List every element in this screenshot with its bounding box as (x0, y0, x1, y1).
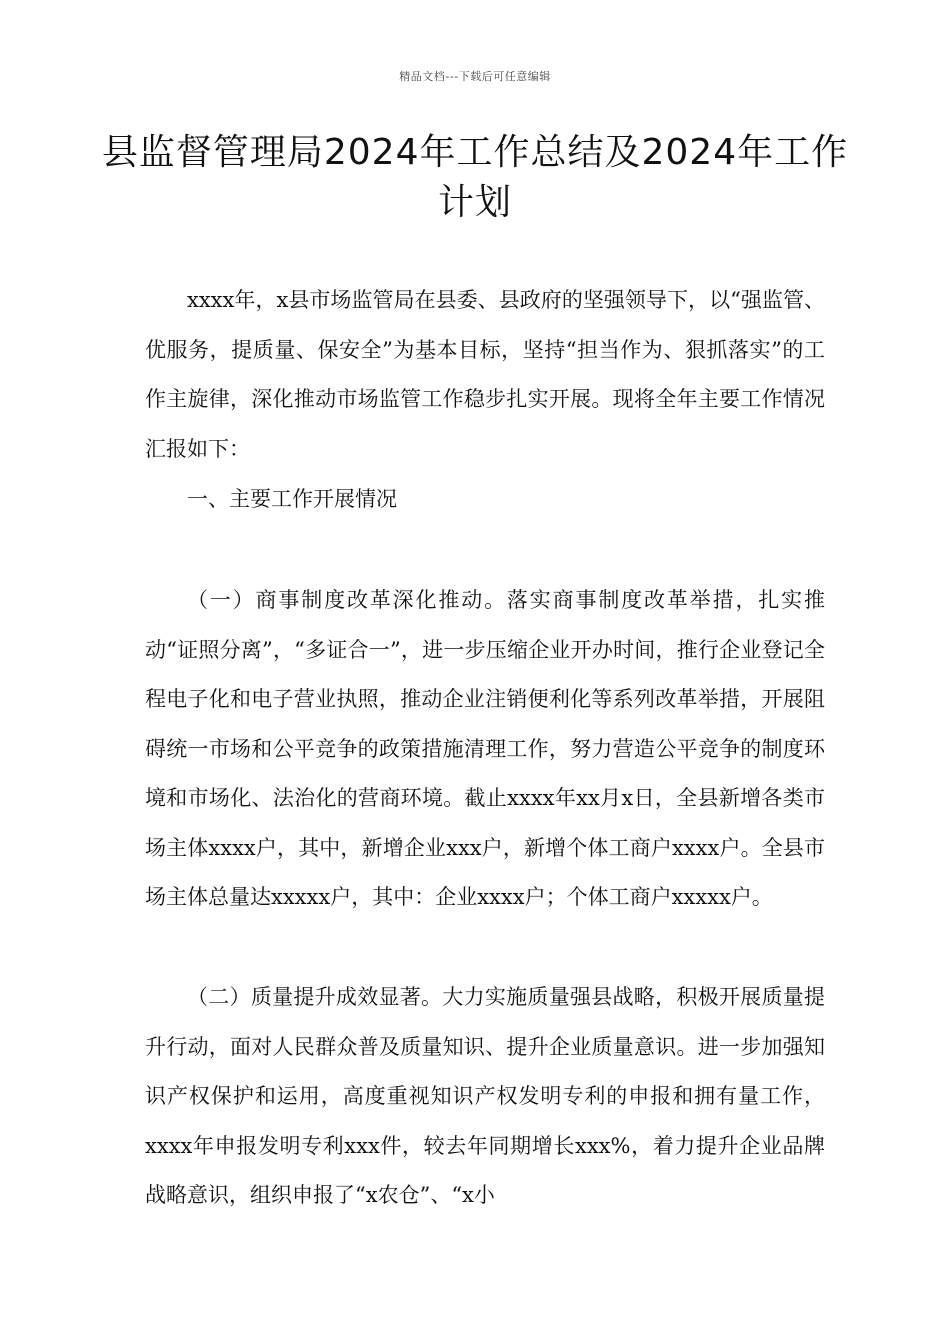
item1-paragraph: （一）商事制度改革深化推动。落实商事制度改革举措，扎实推动“证照分离”，“多证合一”，进一步压缩企业开办时间，推行企业登记全程电子化和电子营业执照，推动企业注销便利化等系列改革举措，开展阻碍统一市场和公平竞争的政策措施清理工作，努力营造公平竞争的制度环境和市场化、法治化的营商环境。截止xxxx年xx月x日，全县新增各类市场主体xxxx户，其中，新增企业xxx户，新增个体工商户xxxx户。全县市场主体总量达xxxxx户，其中：企业xxxx户；个体工商户xxxxx户。 (145, 588, 825, 909)
document-title: 县监督管理局2024年工作总结及2024年工作计划 (101, 132, 849, 223)
intro-paragraph: xxxx年，x县市场监管局在县委、县政府的坚强领导下，以“强监管、优服务，提质量、保安全”为基本目标，坚持“担当作为、狠抓落实”的工作主旋律，深化推动市场监管工作稳步扎实开展。现将全年主要工作情况汇报如下： (145, 288, 825, 461)
item2-paragraph: （二）质量提升成效显著。大力实施质量强县战略，积极开展质量提升行动，面对人民群众普及质量知识、提升企业质量意识。进一步加强知识产权保护和运用，高度重视知识产权发明专利的申报和拥有量工作， xxxx年申报发明专利xxx件，较去年同期增长xxx%，着力提升企业品牌战略意识，组织申报了“x农仓”、“x小 (145, 985, 825, 1207)
header-note: 精品文档---下载后可任意编辑 (399, 70, 551, 83)
section-heading: 一、主要工作开展情况 (187, 487, 397, 511)
